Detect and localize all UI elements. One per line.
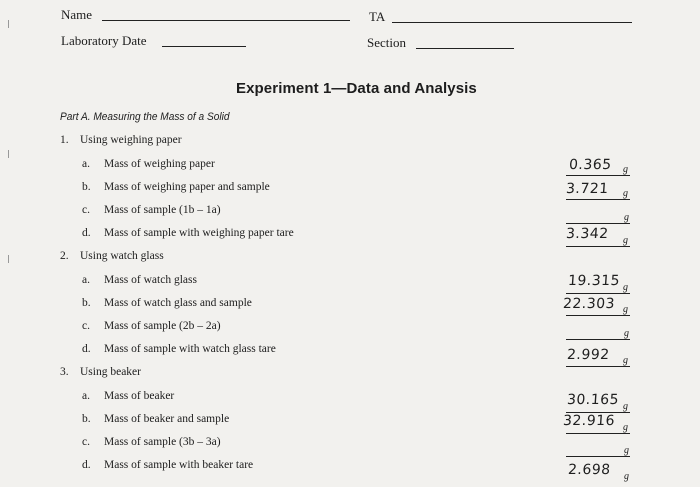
answer-1b: 3.721 bbox=[565, 181, 610, 197]
unit-2b: g bbox=[623, 304, 628, 315]
item-2d: d. Mass of sample with watch glass tare bbox=[82, 343, 276, 355]
unit-1d: g bbox=[623, 235, 628, 246]
section-field-line bbox=[416, 48, 514, 49]
ta-label: TA bbox=[369, 9, 386, 24]
margin-mark bbox=[8, 255, 9, 263]
name-label: Name bbox=[61, 7, 93, 22]
section-2-heading: 2. Using watch glass bbox=[60, 250, 164, 262]
answer-2b: 22.303 bbox=[562, 296, 616, 312]
unit-1a: g bbox=[623, 164, 628, 175]
unit-1b: g bbox=[623, 188, 628, 199]
answer-1d: 3.342 bbox=[565, 226, 610, 242]
item-3b: b. Mass of beaker and sample bbox=[82, 413, 230, 425]
section-3-heading: 3. Using beaker bbox=[60, 366, 141, 378]
answer-line-2d bbox=[566, 366, 630, 367]
lab-date-label: Laboratory Date bbox=[61, 33, 147, 48]
item-1b: b. Mass of weighing paper and sample bbox=[82, 181, 270, 193]
part-a-heading: Part A. Measuring the Mass of a Solid bbox=[60, 111, 230, 123]
answer-3b: 32.916 bbox=[562, 413, 616, 429]
section-label: Section bbox=[367, 35, 406, 50]
margin-mark bbox=[8, 20, 9, 28]
answer-line-1a bbox=[566, 175, 630, 176]
unit-3a: g bbox=[623, 401, 628, 412]
item-1c: c. Mass of sample (1b – 1a) bbox=[82, 204, 221, 216]
answer-line-3b bbox=[566, 433, 630, 434]
ta-field-line bbox=[392, 22, 632, 23]
unit-3b: g bbox=[623, 422, 628, 433]
margin-mark bbox=[8, 150, 9, 158]
item-3c: c. Mass of sample (3b – 3a) bbox=[82, 436, 221, 448]
unit-2d: g bbox=[623, 355, 628, 366]
unit-3c: g bbox=[624, 445, 629, 456]
answer-line-2a bbox=[566, 293, 630, 294]
unit-2c: g bbox=[624, 328, 629, 339]
unit-2a: g bbox=[623, 282, 628, 293]
answer-line-1b bbox=[566, 199, 630, 200]
item-2a: a. Mass of watch glass bbox=[82, 274, 197, 286]
item-3d: d. Mass of sample with beaker tare bbox=[82, 459, 254, 471]
item-3a: a. Mass of beaker bbox=[82, 390, 175, 402]
answer-line-2c bbox=[566, 339, 630, 340]
item-2b: b. Mass of watch glass and sample bbox=[82, 297, 252, 309]
answer-3d: 2.698 bbox=[567, 462, 612, 478]
page-title: Experiment 1—Data and Analysis bbox=[236, 80, 477, 97]
answer-line-2b bbox=[566, 315, 630, 316]
item-1a: a. Mass of weighing paper bbox=[82, 158, 215, 170]
answer-3a: 30.165 bbox=[566, 392, 620, 408]
unit-3d: g bbox=[624, 471, 629, 482]
answer-2a: 19.315 bbox=[567, 273, 621, 289]
answer-line-1c bbox=[566, 223, 630, 224]
answer-line-1d bbox=[566, 246, 630, 247]
lab-date-field-line bbox=[162, 46, 246, 47]
name-field-line bbox=[102, 20, 350, 21]
answer-line-3c bbox=[566, 456, 630, 457]
item-1d: d. Mass of sample with weighing paper tare bbox=[82, 227, 294, 239]
unit-1c: g bbox=[624, 212, 629, 223]
item-2c: c. Mass of sample (2b – 2a) bbox=[82, 320, 221, 332]
section-1-heading: 1. Using weighing paper bbox=[60, 134, 182, 146]
answer-1a: 0.365 bbox=[568, 157, 613, 173]
answer-2d: 2.992 bbox=[566, 347, 611, 363]
